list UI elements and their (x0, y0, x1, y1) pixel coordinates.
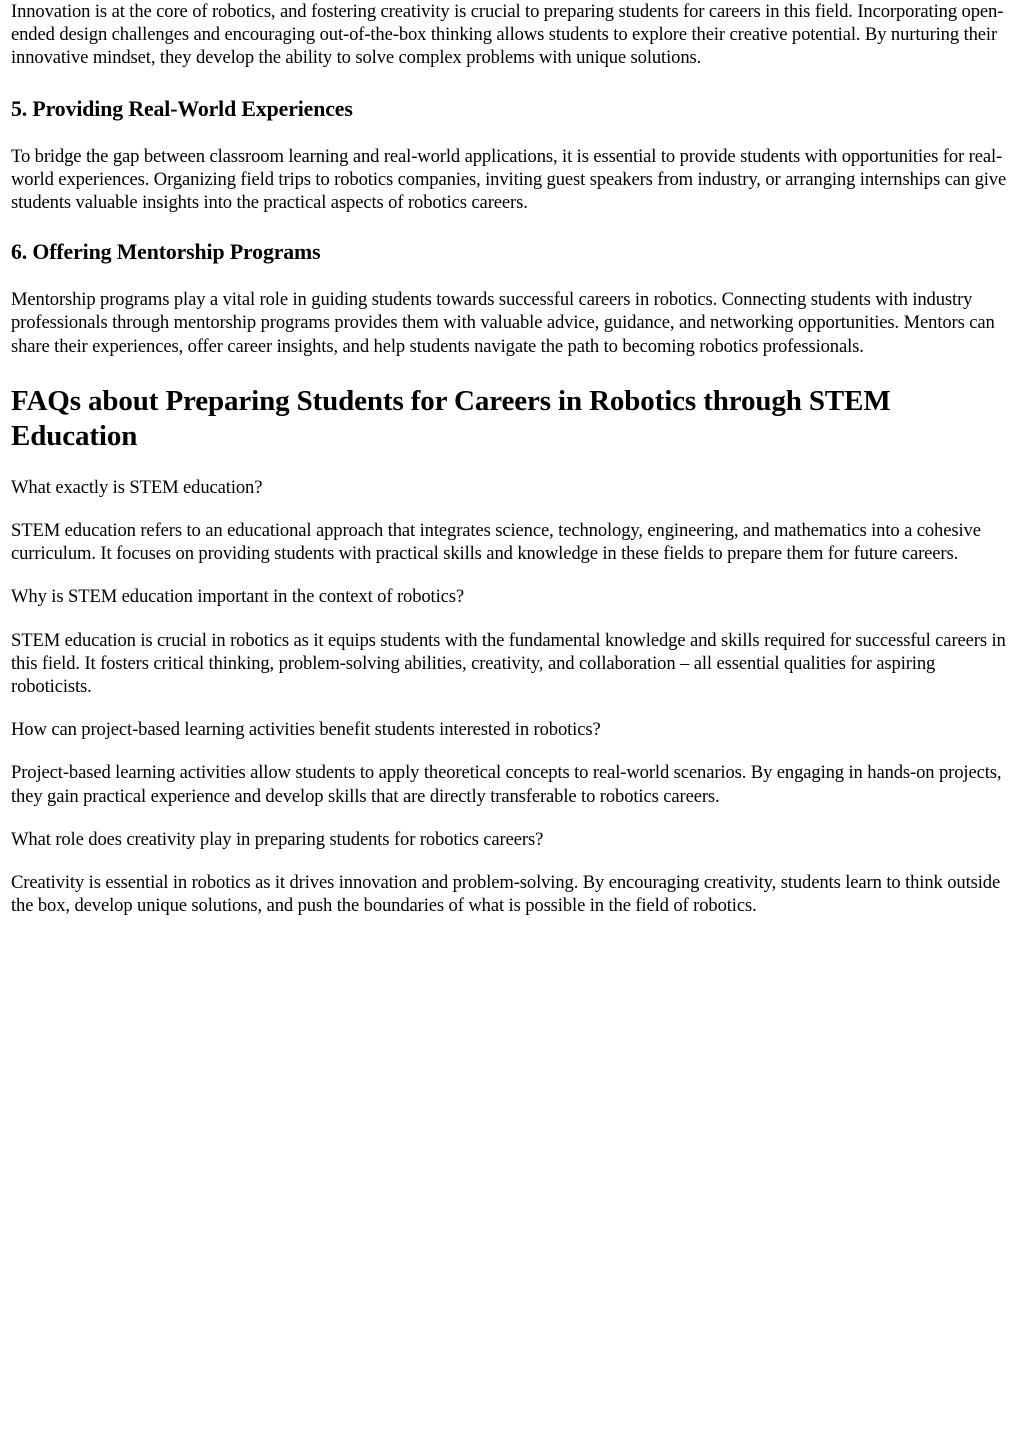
faq-answer: Project-based learning activities allow students to apply theoretical concepts to real-world scenarios. By engaging in hands-on projects, they gain practical experience and develop skills that are directly transferable to robotics careers. (11, 762, 1002, 807)
section-body-real-world: To bridge the gap between classroom learning and real-world applications, it is essential to provide students with opportunities for real-world experiences. Organizing field trips to robotics companies, inviting guest speakers from industry, or arranging internships can give students valuable insights into the practical aspects of robotics careers. (11, 145, 1007, 214)
faq-question: What role does creativity play in preparing students for robotics careers? (11, 828, 544, 850)
faq-question: How can project-based learning activities benefit students interested in robotics? (11, 719, 601, 741)
faq-answer: Creativity is essential in robotics as it drives innovation and problem-solving. By encouraging creativity, students learn to think outside the box, develop unique solutions, and push the boundaries of what is possible in the field of robotics. (11, 872, 1001, 917)
intro-paragraph: Innovation is at the core of robotics, and fostering creativity is crucial to preparing students for careers in this field. Incorporating open-ended design challenges and encouraging out-of-the-box thinking allows students to explore their creative potential. By nurturing their innovative mindset, they develop the ability to solve complex problems with unique solutions. (11, 1, 1004, 69)
faq-answer: STEM education refers to an educational approach that integrates science, technology, engineering, and mathematics into a cohesive curriculum. It focuses on providing students with practical skills and knowledge in these fields to prepare them for future careers. (11, 520, 981, 565)
faq-list (11, 476, 1013, 918)
faq-question: Why is STEM education important in the context of robotics? (11, 586, 465, 608)
section-heading-mentorship: 6. Offering Mentorship Programs (11, 240, 321, 265)
faqs-heading: FAQs about Preparing Students for Careers in Robotics through STEM Education (11, 384, 891, 452)
faq-answer: STEM education is crucial in robotics as it equips students with the fundamental knowledge and skills required for successful careers in this field. It fosters critical thinking, problem-solving abilities, creativity, and collaboration – all essential qualities for aspiring roboticists. (11, 629, 1006, 698)
faq-question: What exactly is STEM education? (11, 476, 263, 498)
section-heading-real-world: 5. Providing Real-World Experiences (11, 96, 353, 121)
section-body-mentorship: Mentorship programs play a vital role in guiding students towards successful careers in robotics. Connecting students with industry professionals through mentorship programs provides them with valuable advice, guidance, and networking opportunities. Mentors can share their experiences, offer career insights, and help students navigate the path to becoming robotics professionals. (11, 289, 995, 357)
